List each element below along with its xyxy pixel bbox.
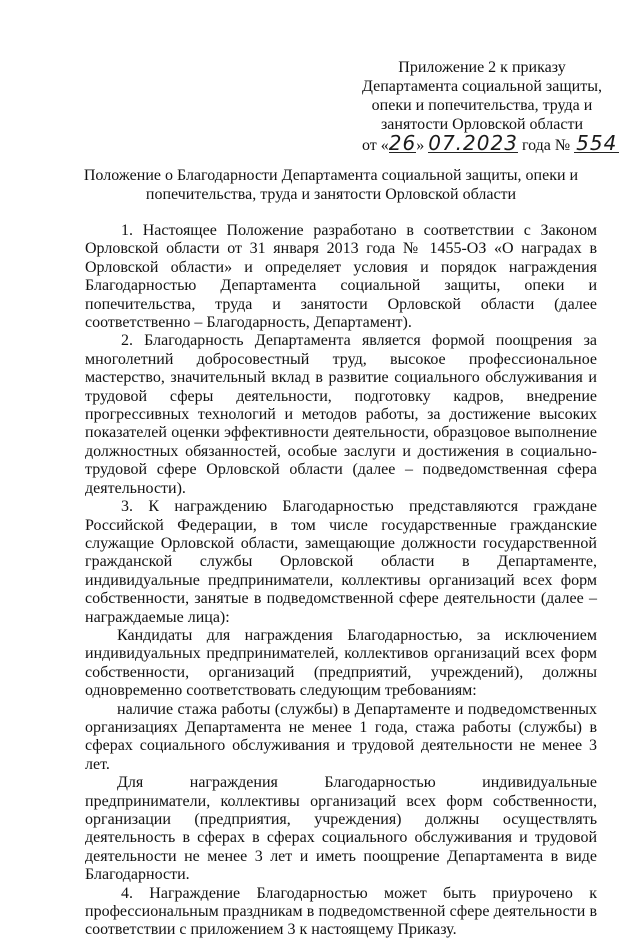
paragraph-4: 4. Награждение Благодарностью может быть приурочено к профессиональным праздникам в подведомственной сфере деятельности в соответствии с приложением 3 к настоящему Приказу. (85, 884, 597, 939)
handwritten-order-number: 554 (576, 131, 618, 155)
handwritten-day: 26 (388, 131, 417, 155)
appendix-line-1: Приложение 2 к приказу (398, 59, 566, 76)
date-mid: » (416, 137, 429, 154)
paragraph-entrepreneurs: Для награждения Благодарностью индивидуальные предприниматели, коллективы организаций всех форм собственности, организации (предприятия, учреждения) должны осуществлять деятельность в сферах в сферах социального обслуживания и трудовой деятельности не менее 3 лет и иметь поощрение Департамента в виде Благодарности. (85, 774, 597, 884)
document-body (85, 222, 597, 940)
appendix-line-3: опеки и попечительства, труда и (371, 97, 593, 114)
paragraph-requirement: наличие стажа работы (службы) в Департаменте и подведомственных организациях Департамента не менее 1 года, стажа работы (службы) в сферах социального обслуживания и трудовой деятельности не менее 3 лет. (85, 700, 597, 773)
paragraph-2: 2. Благодарность Департамента является формой поощрения за многолетний добросовестный труд, высокое профессиональное мастерство, значительный вклад в развитие социального обслуживания и трудовой сферы деятельности, подготовку кадров, внедрение прогрессивных технологий и методов работы, за достижение высоких показателей оценки эффективности деятельности, образцовое выполнение должностных обязанностей, особые заслуги и достижения в социально-трудовой сфере Орловской области (далее – подведомственная сфера деятельности). (85, 332, 597, 497)
document-title: Положение о Благодарности Департамента социальной защиты, опеки и попечительства, труда и занятости Орловской области (83, 167, 579, 203)
appendix-line-2: Департамента социальной защиты, (362, 78, 602, 95)
paragraph-3: 3. К награждению Благодарностью представляются граждане Российской Федерации, в том числе государственные гражданские служащие Орловской области, замещающие должности государственной гражданской службы Орловской области в Департаменте, индивидуальные предприниматели, коллективы организаций всех форм собственности, занятые в подведомственной сфере деятельности (далее – награждаемые лица): (85, 498, 597, 626)
handwritten-month-year: 07.2023 (428, 131, 518, 155)
paragraph-candidates: Кандидаты для награждения Благодарностью, за исключением индивидуальных предпринимателей, коллективов организаций всех форм собственности, организаций (предприятий, учреждений), должны одновременно соответствовать следующим требованиям: (85, 626, 597, 700)
date-prefix: от « (362, 137, 389, 154)
appendix-header (362, 58, 618, 155)
paragraph-1: 1. Настоящее Положение разработано в соответствии с Законом Орловской области от 31 января 2013 года № 1455-ОЗ «О наградах в Орловской области» и определяет условия и порядок награждения Благодарностью Департамента социальной защиты, опеки и попечительства, труда и занятости Орловской области (далее соответственно – Благодарность, Департамент). (85, 222, 597, 332)
order-date-line (362, 131, 618, 155)
appendix-line-4: занятости Орловской области (380, 116, 584, 133)
date-suffix: года № (517, 137, 575, 154)
